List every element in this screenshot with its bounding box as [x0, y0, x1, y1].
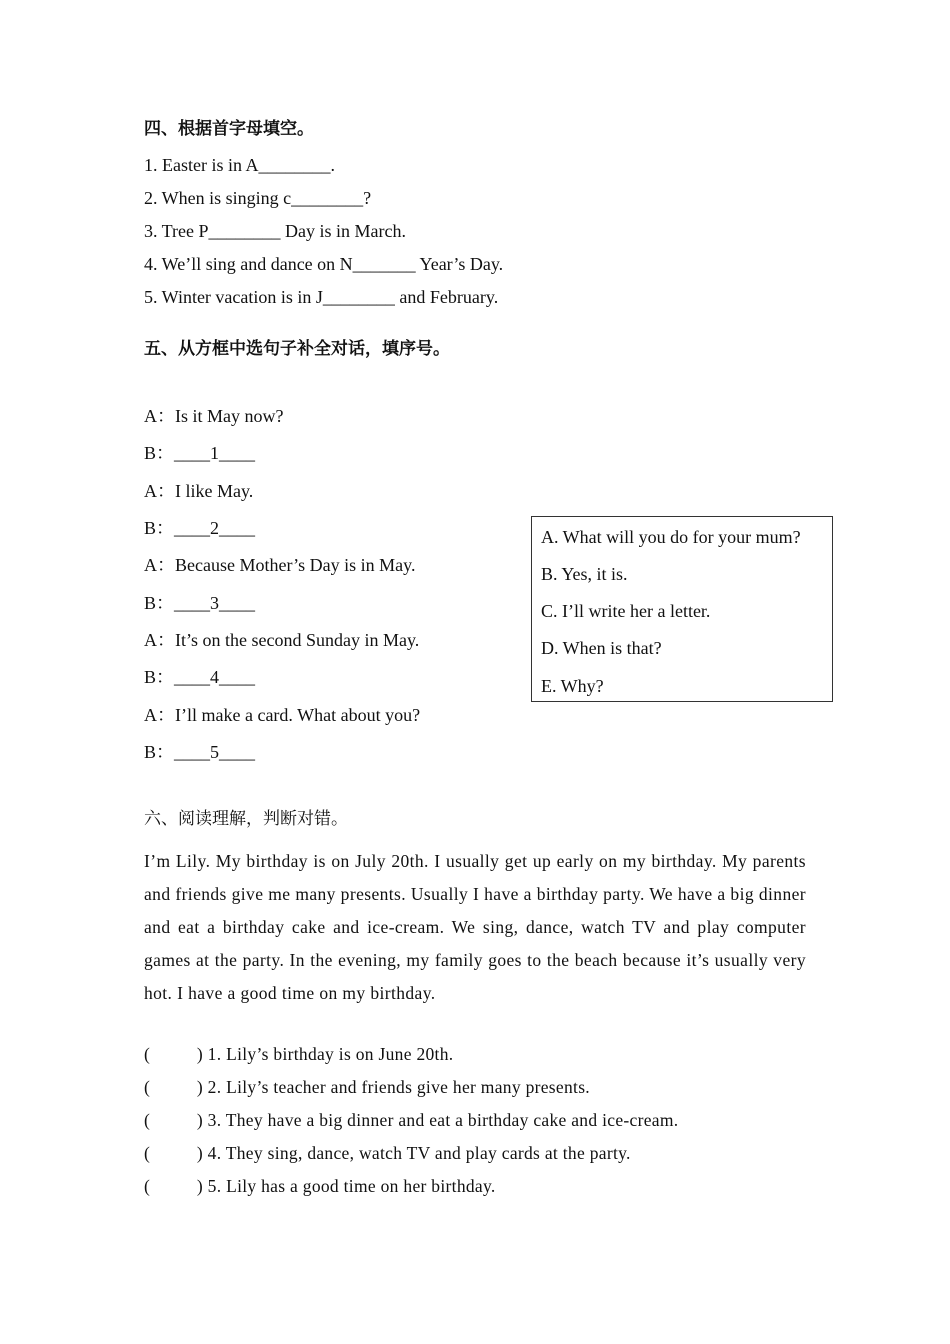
- reading-passage: I’m Lily. My birthday is on July 20th. I usually get up early on my birthday. My parents and friends give me many presents. Usually I have a birthday party. We have a big dinner and eat a birthday cake and ice-cream. We sing, dance, watch TV and play computer games at the party. In the evening, my family goes to the beach because it’s usually very hot. I have a good time on my birthday.: [144, 851, 806, 1003]
- option-e: E. Why?: [541, 676, 604, 696]
- section6-title: 六、阅读理解，判断对错。: [144, 809, 348, 829]
- dialogue-line-4: B：____2____: [144, 518, 256, 538]
- section4-item-5: 5. Winter vacation is in J________ and February.: [144, 287, 499, 307]
- dialogue-line-9: A：I’ll make a card. What about you?: [144, 705, 421, 725]
- dialogue-line-3: A：I like May.: [144, 481, 254, 501]
- dialogue-line-1: A：Is it May now?: [144, 406, 284, 426]
- dialogue-line-2: B：____1____: [144, 443, 256, 463]
- option-d: D. When is that?: [541, 638, 662, 658]
- dialogue-line-5: A：Because Mother’s Day is in May.: [144, 555, 416, 575]
- section5-title: 五、从方框中选句子补全对话，填序号。: [144, 339, 450, 359]
- section4-item-3: 3. Tree P________ Day is in March.: [144, 221, 406, 241]
- dialogue-line-7: A：It’s on the second Sunday in May.: [144, 630, 420, 650]
- section4-title: 四、根据首字母填空。: [144, 119, 314, 139]
- option-c: C. I’ll write her a letter.: [541, 601, 711, 621]
- section4-item-1: 1. Easter is in A________.: [144, 155, 335, 175]
- judge-statement-1: ( ) 1. Lily’s birthday is on June 20th.: [144, 1044, 454, 1064]
- dialogue-line-6: B：____3____: [144, 593, 256, 613]
- judge-statement-5: ( ) 5. Lily has a good time on her birthday.: [144, 1176, 496, 1196]
- options-box: [531, 516, 833, 702]
- dialogue-line-8: B：____4____: [144, 667, 256, 687]
- option-b: B. Yes, it is.: [541, 564, 628, 584]
- judge-statement-4: ( ) 4. They sing, dance, watch TV and play cards at the party.: [144, 1143, 631, 1163]
- judge-statement-3: ( ) 3. They have a big dinner and eat a birthday cake and ice-cream.: [144, 1110, 679, 1130]
- judge-statement-2: ( ) 2. Lily’s teacher and friends give her many presents.: [144, 1077, 590, 1097]
- section4-item-2: 2. When is singing c________?: [144, 188, 372, 208]
- option-a: A. What will you do for your mum?: [541, 527, 801, 547]
- dialogue-line-10: B：____5____: [144, 742, 256, 762]
- section4-item-4: 4. We’ll sing and dance on N_______ Year’s Day.: [144, 254, 504, 274]
